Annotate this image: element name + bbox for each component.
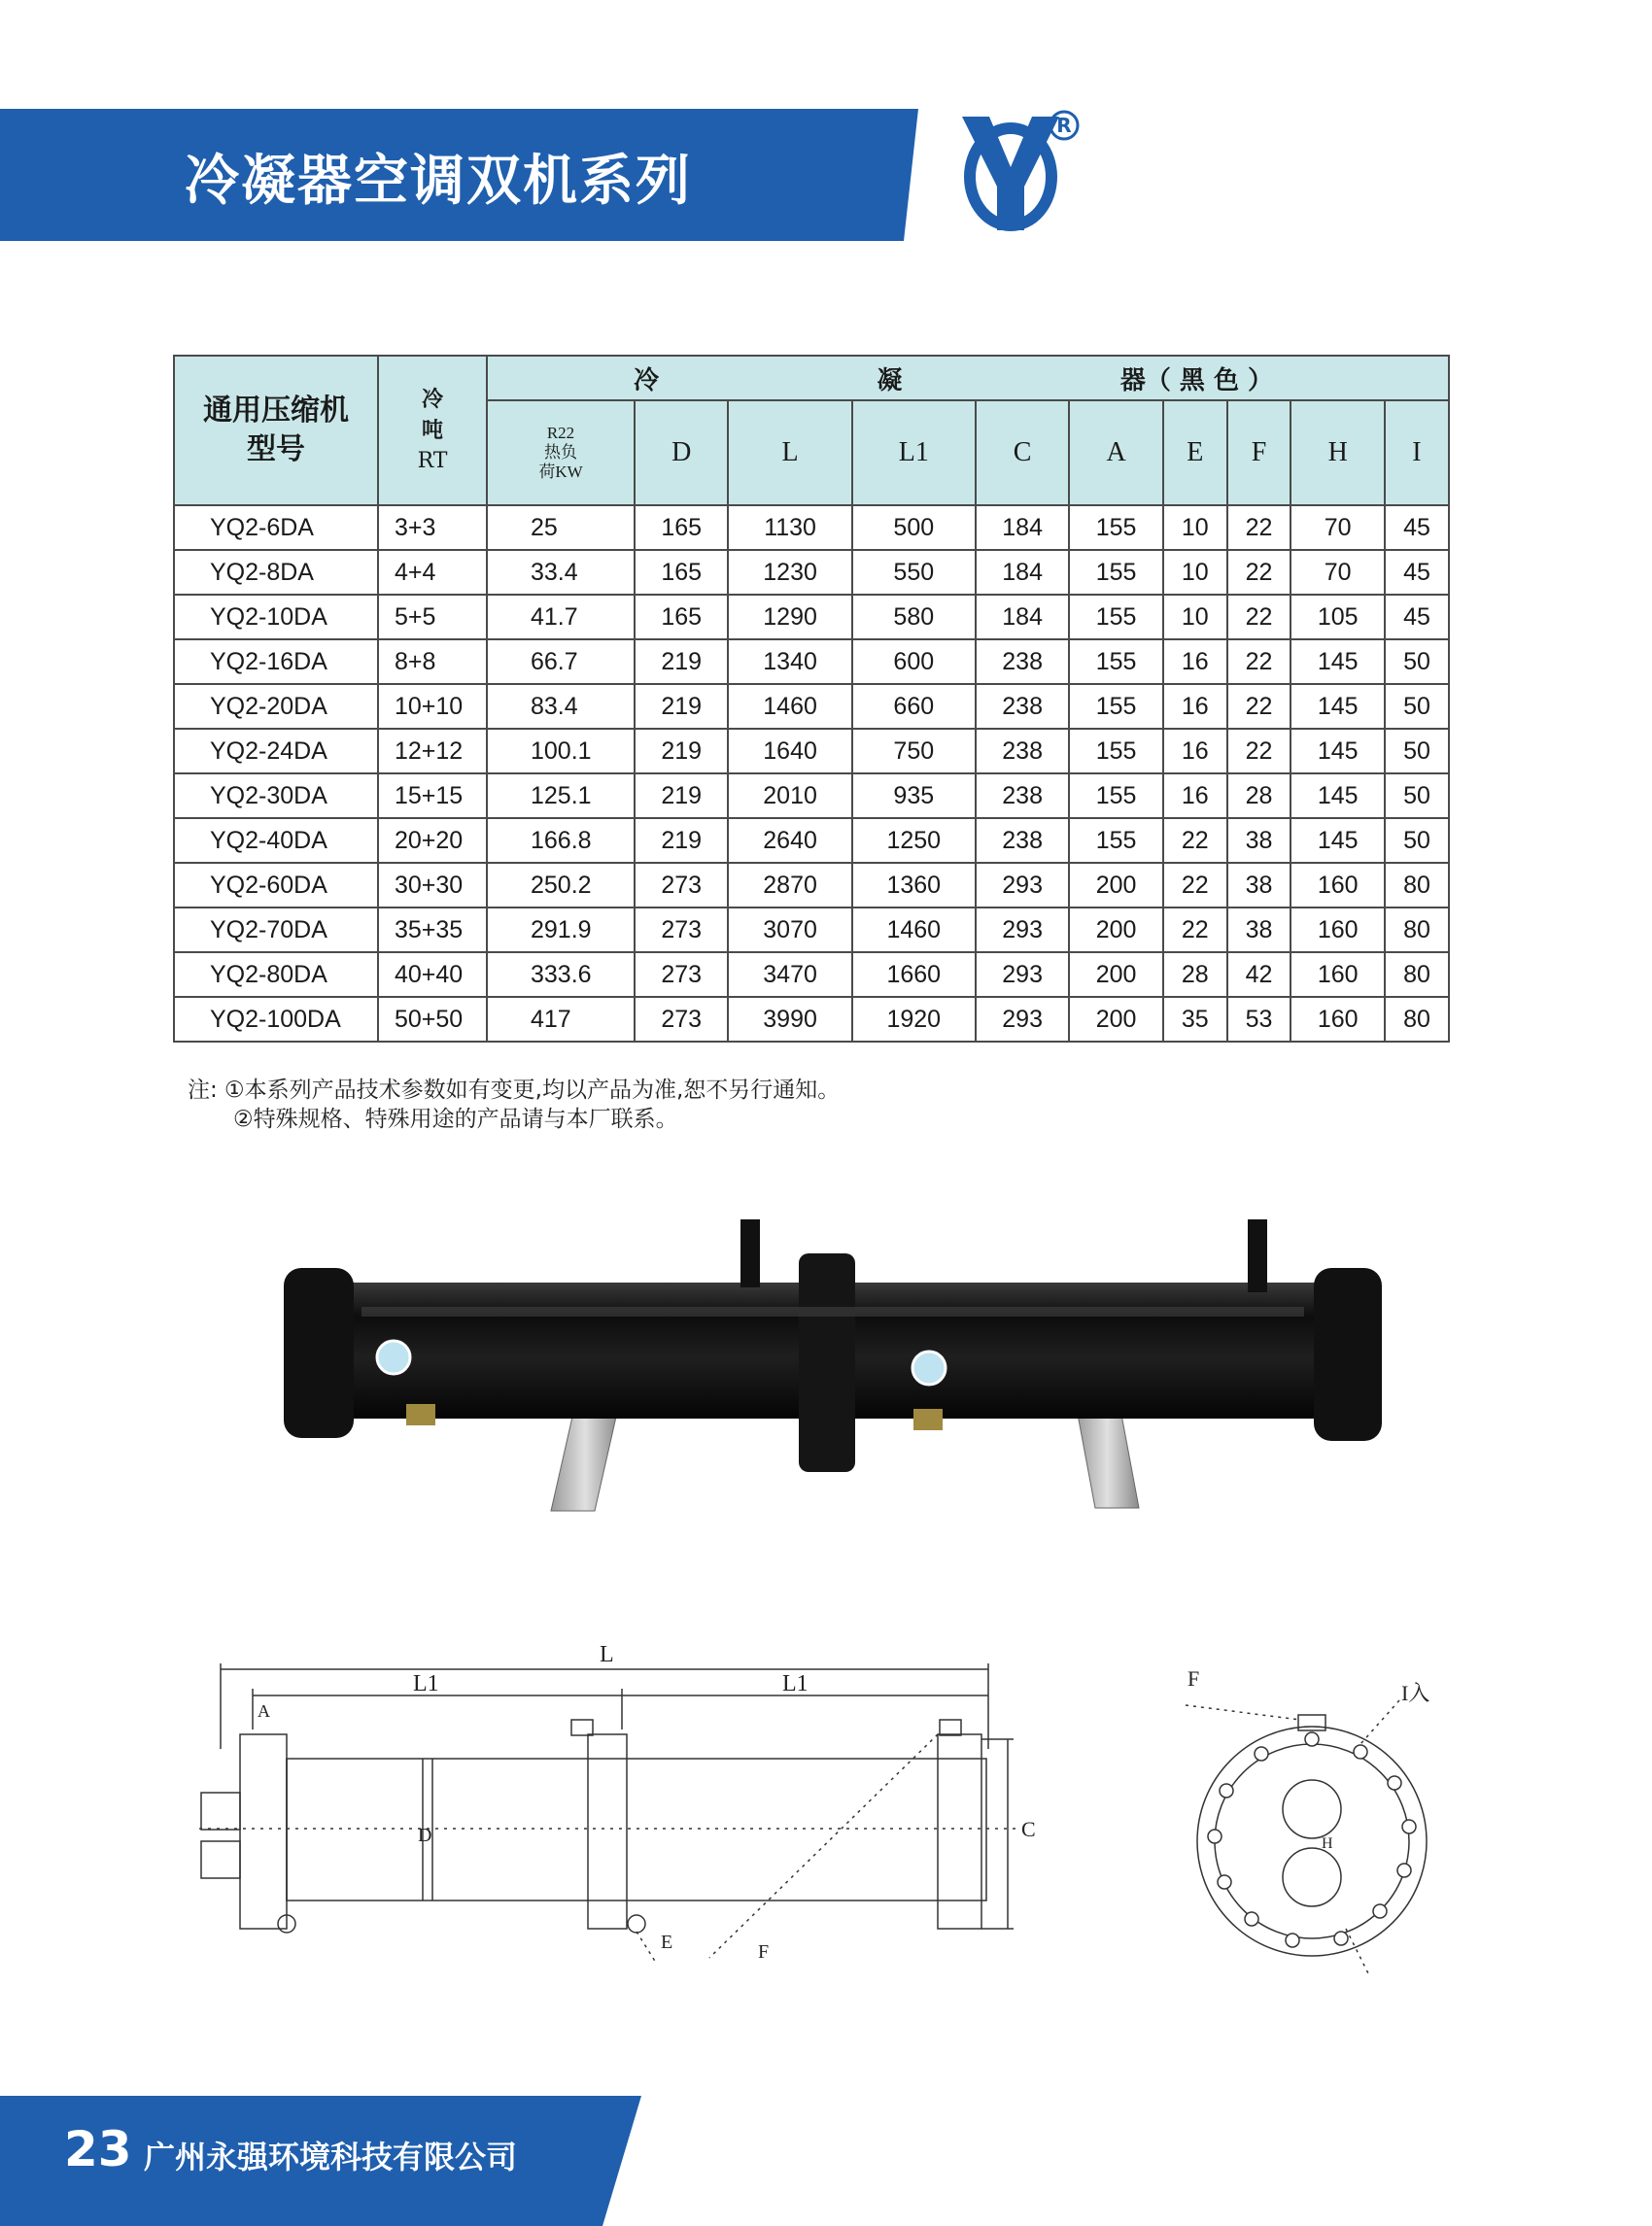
table-cell: 22	[1227, 550, 1291, 595]
table-cell: 333.6	[487, 952, 635, 997]
table-cell: 273	[635, 908, 728, 952]
table-cell: YQ2-6DA	[174, 505, 378, 550]
table-row	[174, 773, 1449, 818]
table-cell: 160	[1291, 952, 1384, 997]
table-cell: 1250	[852, 818, 976, 863]
table-cell: 38	[1227, 818, 1291, 863]
table-cell: 1460	[852, 908, 976, 952]
table-cell: 219	[635, 684, 728, 729]
table-cell: YQ2-8DA	[174, 550, 378, 595]
table-cell: 160	[1291, 863, 1384, 908]
table-cell: 42	[1227, 952, 1291, 997]
table-cell: 145	[1291, 639, 1384, 684]
table-cell: 66.7	[487, 639, 635, 684]
table-cell: 184	[976, 505, 1069, 550]
table-cell: YQ2-30DA	[174, 773, 378, 818]
header-col-h: H	[1291, 400, 1384, 505]
header-r22: R22 热负 荷KW	[487, 400, 635, 505]
table-cell: 250.2	[487, 863, 635, 908]
header-col-d: D	[635, 400, 728, 505]
table-cell: 500	[852, 505, 976, 550]
table-cell: 1130	[728, 505, 851, 550]
dim-label-l1-right: L1	[782, 1671, 809, 1696]
table-cell: 238	[976, 773, 1069, 818]
table-cell: 10+10	[378, 684, 487, 729]
header-col-l: L	[728, 400, 851, 505]
table-cell: 155	[1069, 729, 1162, 773]
table-cell: 2640	[728, 818, 851, 863]
table-cell: 166.8	[487, 818, 635, 863]
header-condenser-group: 冷 凝 器（ 黑 色 ）	[487, 356, 1449, 400]
table-cell: 580	[852, 595, 976, 639]
table-cell: 1920	[852, 997, 976, 1042]
dim-label-e: E	[661, 1932, 673, 1953]
spec-table	[173, 355, 1450, 1043]
table-cell: 155	[1069, 595, 1162, 639]
table-cell: 50	[1385, 818, 1449, 863]
table-cell: 30+30	[378, 863, 487, 908]
table-cell: 83.4	[487, 684, 635, 729]
table-cell: 1460	[728, 684, 851, 729]
table-cell: 200	[1069, 997, 1162, 1042]
table-cell: 600	[852, 639, 976, 684]
dim-label-l: L	[600, 1642, 614, 1667]
table-cell: 273	[635, 952, 728, 997]
table-cell: 3+3	[378, 505, 487, 550]
table-cell: 22	[1227, 729, 1291, 773]
page-title: 冷凝器空调双机系列	[185, 150, 692, 213]
table-cell: YQ2-60DA	[174, 863, 378, 908]
end-label-f: F	[1187, 1666, 1200, 1691]
table-row	[174, 863, 1449, 908]
table-cell: 5+5	[378, 595, 487, 639]
table-cell: 273	[635, 863, 728, 908]
table-cell: 155	[1069, 550, 1162, 595]
table-cell: YQ2-10DA	[174, 595, 378, 639]
table-cell: 100.1	[487, 729, 635, 773]
table-cell: 1360	[852, 863, 976, 908]
table-cell: 12+12	[378, 729, 487, 773]
table-cell: 293	[976, 863, 1069, 908]
table-cell: 2010	[728, 773, 851, 818]
table-cell: 50+50	[378, 997, 487, 1042]
table-cell: 22	[1163, 863, 1227, 908]
table-cell: 1640	[728, 729, 851, 773]
table-cell: 293	[976, 952, 1069, 997]
table-cell: 35	[1163, 997, 1227, 1042]
table-cell: 33.4	[487, 550, 635, 595]
table-cell: 293	[976, 908, 1069, 952]
table-row	[174, 684, 1449, 729]
table-cell: 293	[976, 997, 1069, 1042]
table-cell: 15+15	[378, 773, 487, 818]
table-cell: 3470	[728, 952, 851, 997]
table-cell: 417	[487, 997, 635, 1042]
table-cell: 28	[1163, 952, 1227, 997]
dim-label-c: C	[1021, 1817, 1036, 1841]
header-col-l1: L1	[852, 400, 976, 505]
table-cell: 273	[635, 997, 728, 1042]
dim-label-f: F	[758, 1941, 770, 1963]
table-cell: 750	[852, 729, 976, 773]
table-cell: 53	[1227, 997, 1291, 1042]
table-cell: 45	[1385, 595, 1449, 639]
table-cell: 80	[1385, 863, 1449, 908]
table-row	[174, 550, 1449, 595]
table-cell: 200	[1069, 952, 1162, 997]
table-cell: 238	[976, 639, 1069, 684]
table-cell: 10	[1163, 550, 1227, 595]
table-cell: 40+40	[378, 952, 487, 997]
table-cell: 16	[1163, 684, 1227, 729]
table-cell: 70	[1291, 550, 1384, 595]
table-cell: 22	[1227, 639, 1291, 684]
table-cell: 70	[1291, 505, 1384, 550]
table-cell: 38	[1227, 863, 1291, 908]
table-cell: 660	[852, 684, 976, 729]
table-cell: 4+4	[378, 550, 487, 595]
table-cell: 184	[976, 550, 1069, 595]
table-cell: 10	[1163, 505, 1227, 550]
table-cell: YQ2-70DA	[174, 908, 378, 952]
table-row	[174, 595, 1449, 639]
table-cell: 80	[1385, 908, 1449, 952]
table-cell: 155	[1069, 505, 1162, 550]
table-cell: 10	[1163, 595, 1227, 639]
table-cell: 3990	[728, 997, 851, 1042]
table-cell: 80	[1385, 997, 1449, 1042]
table-cell: 145	[1291, 729, 1384, 773]
table-cell: YQ2-100DA	[174, 997, 378, 1042]
end-label-h: H	[1322, 1835, 1333, 1852]
table-cell: 3070	[728, 908, 851, 952]
table-cell: 219	[635, 773, 728, 818]
table-cell: 50	[1385, 773, 1449, 818]
table-cell: 291.9	[487, 908, 635, 952]
table-cell: YQ2-20DA	[174, 684, 378, 729]
table-cell: 28	[1227, 773, 1291, 818]
dim-label-a: A	[258, 1701, 270, 1721]
table-cell: 155	[1069, 639, 1162, 684]
table-cell: YQ2-24DA	[174, 729, 378, 773]
table-cell: 22	[1227, 505, 1291, 550]
table-cell: YQ2-80DA	[174, 952, 378, 997]
dim-label-l1-left: L1	[413, 1671, 439, 1696]
condenser-product-photo	[255, 1205, 1421, 1535]
table-cell: 165	[635, 505, 728, 550]
svg-text:R: R	[1056, 114, 1072, 137]
table-cell: 550	[852, 550, 976, 595]
table-cell: 219	[635, 639, 728, 684]
table-cell: 238	[976, 684, 1069, 729]
table-cell: 145	[1291, 773, 1384, 818]
table-cell: 35+35	[378, 908, 487, 952]
table-cell: 50	[1385, 729, 1449, 773]
table-cell: 41.7	[487, 595, 635, 639]
header-col-i: I	[1385, 400, 1449, 505]
table-cell: 25	[487, 505, 635, 550]
table-cell: 155	[1069, 773, 1162, 818]
table-cell: 200	[1069, 863, 1162, 908]
table-cell: 184	[976, 595, 1069, 639]
table-cell: 165	[635, 595, 728, 639]
table-cell: 80	[1385, 952, 1449, 997]
table-cell: 145	[1291, 684, 1384, 729]
table-cell: 20+20	[378, 818, 487, 863]
header-rt: 冷 吨 RT	[378, 356, 487, 505]
table-cell: 16	[1163, 729, 1227, 773]
registered-mark-icon	[1048, 109, 1081, 142]
table-cell: 145	[1291, 818, 1384, 863]
table-row	[174, 505, 1449, 550]
dimension-drawing-end	[1176, 1657, 1448, 1987]
table-cell: 125.1	[487, 773, 635, 818]
dim-label-d: D	[418, 1825, 432, 1846]
table-cell: 219	[635, 729, 728, 773]
page-number: 23	[64, 2121, 132, 2177]
table-cell: 219	[635, 818, 728, 863]
table-cell: 238	[976, 729, 1069, 773]
table-row	[174, 639, 1449, 684]
table-cell: 165	[635, 550, 728, 595]
table-cell: 1660	[852, 952, 976, 997]
table-cell: 16	[1163, 639, 1227, 684]
table-cell: 45	[1385, 505, 1449, 550]
company-name: 广州永强环境科技有限公司	[144, 2139, 518, 2175]
note-line-2: ②特殊规格、特殊用途的产品请与本厂联系。	[233, 1107, 678, 1132]
table-cell: 160	[1291, 997, 1384, 1042]
header-col-c: C	[976, 400, 1069, 505]
note-line-1: 注: ①本系列产品技术参数如有变更,均以产品为准,恕不另行通知。	[188, 1078, 841, 1103]
table-cell: 50	[1385, 684, 1449, 729]
table-cell: 155	[1069, 684, 1162, 729]
table-cell: 22	[1227, 684, 1291, 729]
table-cell: 45	[1385, 550, 1449, 595]
table-row	[174, 729, 1449, 773]
table-cell: 22	[1227, 595, 1291, 639]
notes	[188, 1076, 840, 1134]
table-cell: 238	[976, 818, 1069, 863]
table-cell: 200	[1069, 908, 1162, 952]
table-row	[174, 997, 1449, 1042]
end-label-i: I入	[1401, 1681, 1430, 1705]
header-col-f: F	[1227, 400, 1291, 505]
table-cell: 8+8	[378, 639, 487, 684]
table-cell: 38	[1227, 908, 1291, 952]
header-col-e: E	[1163, 400, 1227, 505]
table-row	[174, 908, 1449, 952]
table-cell: 1290	[728, 595, 851, 639]
table-cell: 22	[1163, 908, 1227, 952]
table-cell: 50	[1385, 639, 1449, 684]
table-cell: 1340	[728, 639, 851, 684]
header-model: 通用压缩机 型号	[174, 356, 378, 505]
table-cell: 16	[1163, 773, 1227, 818]
table-cell: YQ2-40DA	[174, 818, 378, 863]
dimension-drawing-side	[180, 1642, 1152, 1963]
table-cell: 2870	[728, 863, 851, 908]
table-row	[174, 952, 1449, 997]
table-cell: 105	[1291, 595, 1384, 639]
header-col-a: A	[1069, 400, 1162, 505]
table-cell: 1230	[728, 550, 851, 595]
table-cell: 935	[852, 773, 976, 818]
table-cell: 155	[1069, 818, 1162, 863]
table-cell: 160	[1291, 908, 1384, 952]
table-row	[174, 818, 1449, 863]
table-cell: 22	[1163, 818, 1227, 863]
table-cell: YQ2-16DA	[174, 639, 378, 684]
